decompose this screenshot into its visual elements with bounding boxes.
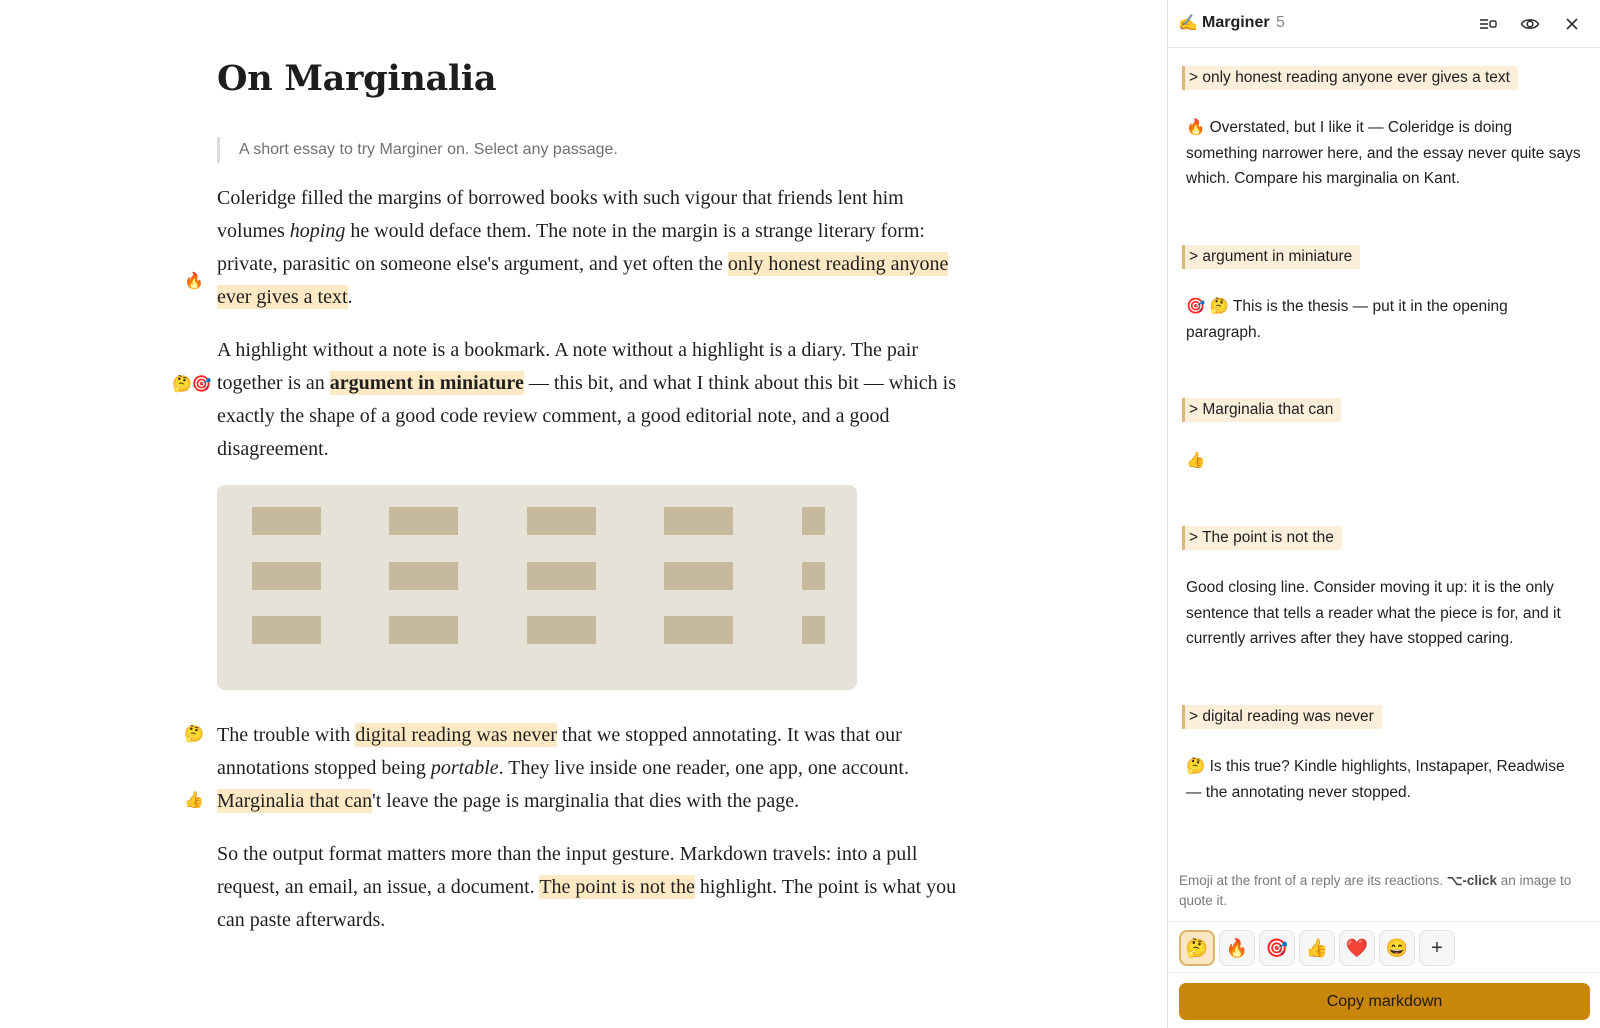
placeholder-block [389,562,458,590]
paragraph-2[interactable]: A highlight without a note is a bookmark. A note without a highlight is a diary. The pair together is an argument in miniature — this bit, and what I think about this bit — which is exactly the shape of a good code review comment, a good editorial note, and a good disagreement. [217,339,957,460]
marginer-panel [1167,0,1600,1028]
placeholder-block [389,507,458,535]
placeholder-block [664,562,733,590]
note-reply[interactable]: 👍 [1186,452,1206,469]
placeholder-block [252,507,321,535]
placeholder-block [389,616,458,644]
paragraph-1[interactable]: Coleridge filled the margins of borrowed books with such vigour that friends lent him volumes hoping he would deface them. The note in the margin is a strange literary form: private, parasitic on someone else's argument, and yet often the only honest reading anyone ever gives a text. [217,187,949,308]
highlight-point-is-not-the[interactable]: The point is not the [539,876,695,898]
gutter-reaction-thinking[interactable]: 🤔 [184,726,204,743]
highlight-marginalia-that-can[interactable]: Marginalia that can [217,790,373,812]
note-card[interactable] [1182,66,1582,90]
highlight-only-honest-reading[interactable]: only honest reading anyone ever gives a text [217,253,949,308]
note-quote[interactable]: > digital reading was never [1182,705,1382,729]
paragraph-4[interactable]: So the output format matters more than the input gesture. Markdown travels: into a pull request, an email, an issue, a document. The point is not the highlight. The point is what you can paste afterwards. [217,843,957,931]
close-icon [1564,16,1580,32]
reaction-target-button[interactable]: 🎯 [1259,930,1295,966]
add-reaction-button[interactable]: + [1419,930,1455,966]
note-quote[interactable]: > The point is not the [1182,526,1342,550]
placeholder-block [664,507,733,535]
placeholder-block [802,507,825,535]
placeholder-block [664,616,733,644]
paragraph-3[interactable]: The trouble with digital reading was never that we stopped annotating. It was that our annotations stopped being portable. They live inside one reader, one app, one account. Marginalia that can't leave the page is marginalia that dies with the page. [217,724,909,812]
close-button[interactable] [1560,12,1584,36]
gutter-reaction-fire[interactable]: 🔥 [184,273,204,290]
highlight-argument-in-miniature[interactable]: argument in miniature [329,372,524,394]
list-filter-icon [1479,15,1497,33]
reaction-smile-button[interactable]: 😄 [1379,930,1415,966]
note-card[interactable] [1182,245,1582,269]
writing-hand-icon: ✍️ [1178,15,1198,32]
placeholder-block [802,562,825,590]
note-reply[interactable]: Good closing line. Consider moving it up: it is the only sentence that tells a reader what the piece is for, and it currently arrives after they have stopped caring. [1186,579,1561,647]
placeholder-block [527,616,596,644]
placeholder-block [252,562,321,590]
placeholder-block [802,616,825,644]
reaction-picker [1168,921,1600,973]
list-filter-button[interactable] [1476,12,1500,36]
image-placeholder[interactable] [217,485,857,690]
note-quote[interactable]: > only honest reading anyone ever gives a text [1182,66,1518,90]
reaction-fire-button[interactable]: 🔥 [1219,930,1255,966]
gutter-reaction-thinking-target[interactable]: 🤔🎯 [172,376,212,393]
page-title: On Marginalia [217,58,497,99]
placeholder-block [252,616,321,644]
note-card[interactable] [1182,526,1582,550]
note-quote[interactable]: > argument in miniature [1182,245,1360,269]
placeholder-block [527,507,596,535]
note-count-badge: 5 [1276,14,1285,31]
note-card[interactable] [1182,705,1582,729]
notes-list [1168,48,1600,860]
preview-button[interactable] [1518,12,1542,36]
reaction-thinking-button[interactable]: 🤔 [1179,930,1215,966]
reaction-thumbs-up-button[interactable]: 👍 [1299,930,1335,966]
panel-header [1168,0,1600,48]
panel-title: Marginer [1202,14,1270,31]
reaction-hint: Emoji at the front of a reply are its reactions. ⌥-click an image to quote it. [1179,873,1572,908]
gutter-reaction-thumbs-up[interactable]: 👍 [184,792,204,809]
placeholder-block [527,562,596,590]
eye-icon [1520,14,1540,34]
note-quote[interactable]: > Marginalia that can [1182,398,1341,422]
note-reply[interactable]: 🤔 Is this true? Kindle highlights, Instapaper, Readwise — the annotating never stopped. [1186,758,1565,801]
note-reply[interactable]: 🎯 🤔 This is the thesis — put it in the opening paragraph. [1186,298,1508,341]
highlight-digital-reading[interactable]: digital reading was never [355,724,557,746]
reaction-heart-button[interactable]: ❤️ [1339,930,1375,966]
note-reply[interactable]: 🔥 Overstated, but I like it — Coleridge is doing something narrower here, and the essay never quite says which. Compare his marginalia on Kant. [1186,119,1581,187]
note-card[interactable] [1182,398,1582,422]
copy-markdown-button[interactable]: Copy markdown [1179,983,1590,1020]
article-subtitle: A short essay to try Marginer on. Select any passage. [217,137,618,163]
